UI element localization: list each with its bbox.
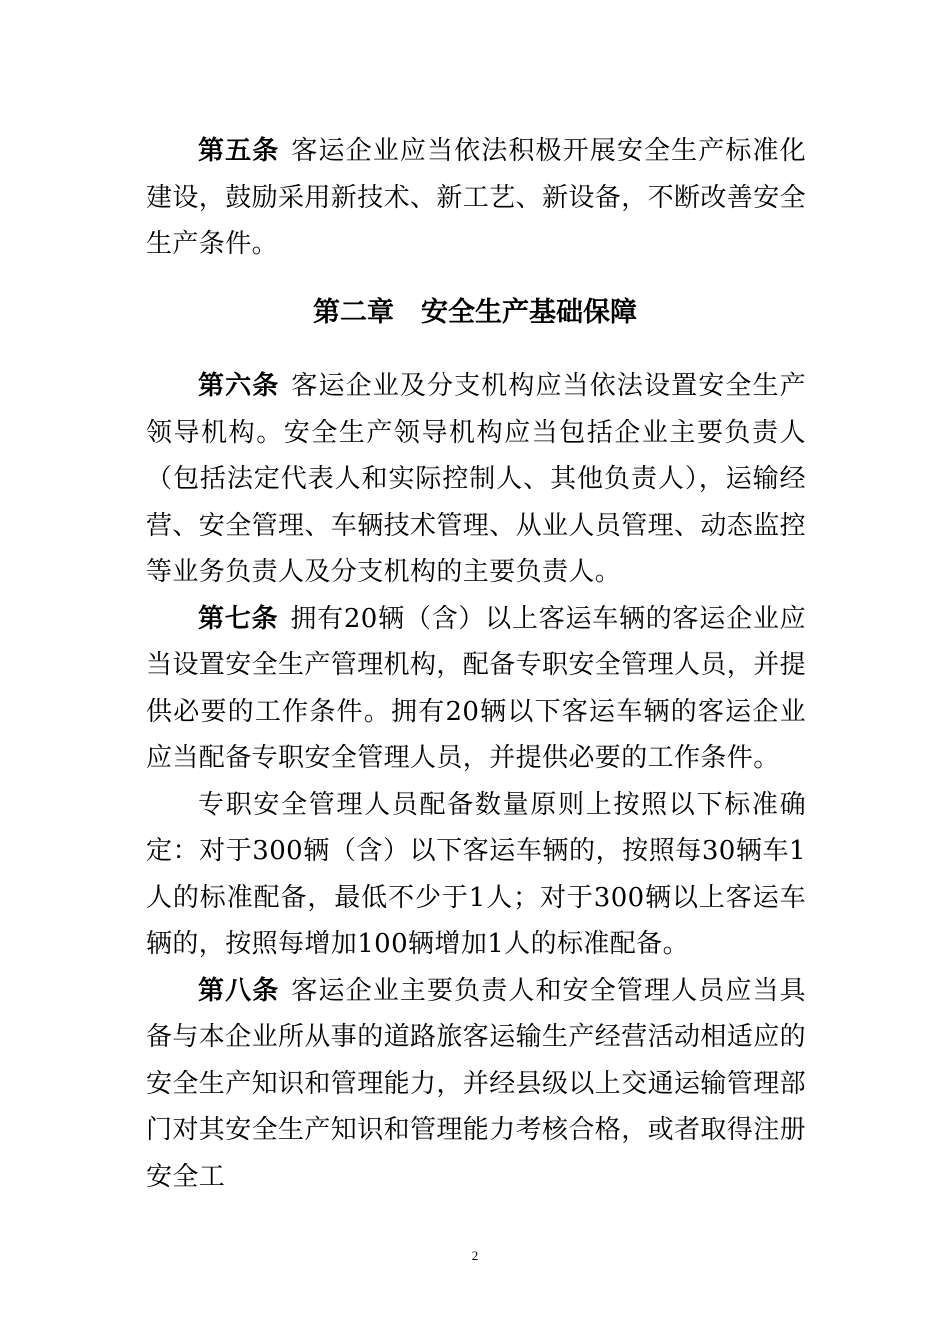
article-body	[146, 363, 806, 1200]
article-8-paragraph	[146, 968, 806, 1201]
article-8-number: 第八条	[198, 975, 280, 1006]
article-6-number: 第六条	[198, 371, 280, 401]
article-5-text: 客运企业应当依法积极开展安全生产标准化建设，鼓励采用新技术、新工艺、新设备，不断改善安全生产条件。	[146, 136, 807, 259]
article-6-text: 客运企业及分支机构应当依法设置安全生产领导机构。安全生产领导机构应当包括企业主要负责人（包括法定代表人和实际控制人、其他负责人），运输经营、安全管理、车辆技术管理、从业人员管理、动态监控等业务负责人及分支机构的主要负责人。	[146, 371, 807, 587]
article-5	[146, 128, 806, 268]
article-7-staffing-text: 专职安全管理人员配备数量原则上按照以下标准确定：对于300辆（含）以下客运车辆的，按照每30辆车1人的标准配备，最低不少于1人；对于300辆以上客运车辆的，按照每增加100辆增加1人的标准配备。	[146, 789, 806, 959]
article-5-paragraph	[146, 128, 806, 268]
page-number: 2	[471, 1248, 479, 1263]
article-7-staffing-paragraph	[146, 782, 806, 968]
article-7-number: 第七条	[198, 603, 279, 634]
article-7-text: 拥有20辆（含）以上客运车辆的客运企业应当设置安全生产管理机构，配备专职安全管理人员，并提供必要的工作条件。拥有20辆以下客运车辆的客运企业应当配备专职安全管理人员，并提供必要的工作条件。	[146, 603, 807, 773]
article-7-paragraph	[146, 596, 806, 782]
article-8-text: 客运企业主要负责人和安全管理人员应当具备与本企业所从事的道路旅客运输生产经营活动相适应的安全生产知识和管理能力，并经县级以上交通运输管理部门对其安全生产知识和管理能力考核合格，或者取得注册安全工	[146, 975, 807, 1192]
chapter-title: 第二章 安全生产基础保障	[313, 297, 637, 328]
article-5-number: 第五条	[198, 136, 280, 166]
article-6-paragraph	[146, 363, 806, 596]
